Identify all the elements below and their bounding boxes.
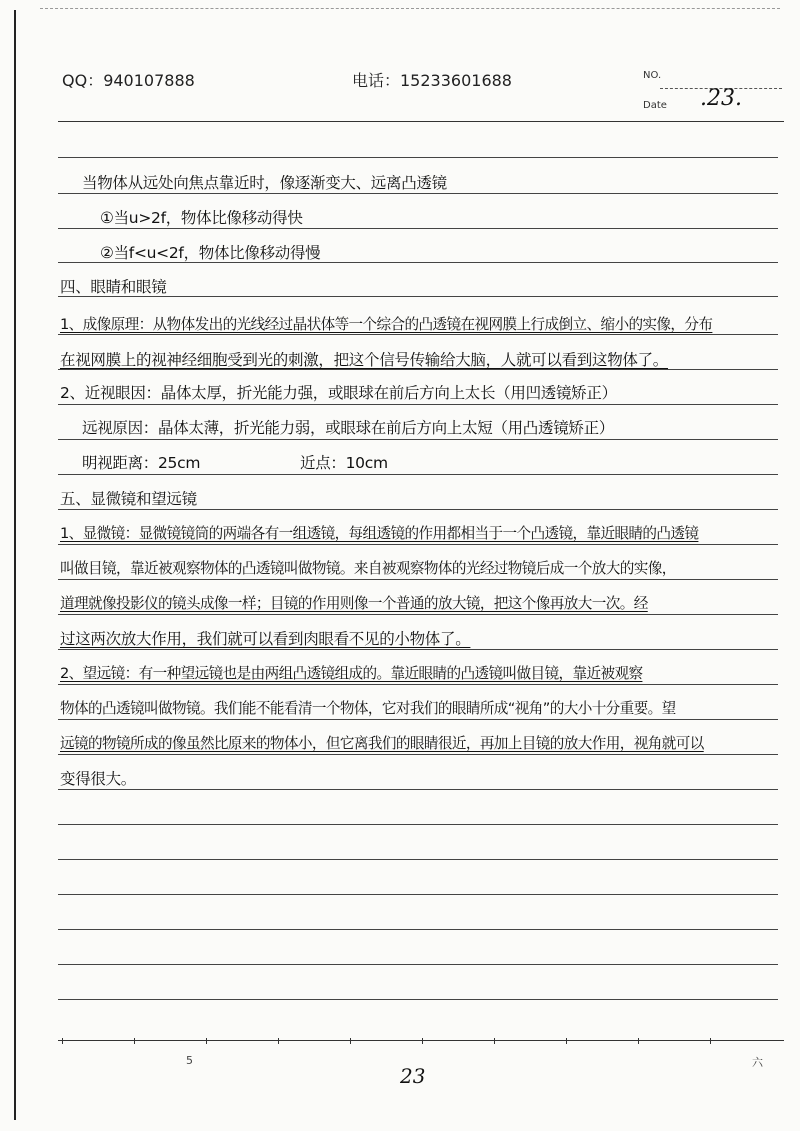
ruled-line: [58, 649, 778, 650]
text-line: 在视网膜上的视神经细胞受到光的刺激，把这个信号传输给大脑，人就可以看到这物体了。: [60, 351, 669, 369]
ruled-line: [58, 579, 778, 580]
binding-line: [14, 10, 16, 1120]
page-header: [0, 0, 800, 130]
footer-tick-marks: [62, 1038, 778, 1044]
text-line: 1、显微镜：显微镜镜筒的两端各有一组透镜，每组透镜的作用都相当于一个凸透镜，靠近眼睛的凸透镜: [60, 525, 699, 542]
ruled-line: [58, 544, 778, 545]
ruled-line: [58, 684, 778, 685]
ruled-line: [58, 334, 778, 335]
text-line: 明视距离：25cm: [82, 454, 201, 472]
ruled-line: [58, 439, 778, 440]
ruled-line: [58, 894, 778, 895]
ruled-line: [58, 404, 778, 405]
section-heading: 四、眼睛和眼镜: [60, 278, 167, 296]
text-line: ①当u>2f，物体比像移动得快: [100, 209, 303, 227]
date-value: .23.: [700, 86, 742, 111]
ruled-line: [58, 754, 778, 755]
footer-right-mark: 六: [752, 1056, 763, 1069]
qq-contact: QQ：940107888: [62, 71, 195, 90]
header-rule: [58, 121, 784, 122]
date-label: Date: [643, 100, 667, 111]
ruled-line: [58, 789, 778, 790]
ruled-line: [58, 999, 778, 1000]
text-line: ②当f<u<2f，物体比像移动得慢: [100, 244, 321, 262]
ruled-line: [58, 929, 778, 930]
ruled-line: [58, 964, 778, 965]
ruled-line: [58, 824, 778, 825]
ruled-line: [58, 157, 778, 158]
text-line: 变得很大。: [60, 770, 137, 788]
ruled-line: [58, 474, 778, 475]
text-line: 当物体从远处向焦点靠近时，像逐渐变大、远离凸透镜: [82, 174, 447, 192]
ruled-line: [58, 719, 778, 720]
text-line: 2、望远镜：有一种望远镜也是由两组凸透镜组成的。靠近眼睛的凸透镜叫做目镜，靠近被观察: [60, 665, 643, 682]
text-line: 道理就像投影仪的镜头成像一样；目镜的作用则像一个普通的放大镜，把这个像再放大一次。经: [60, 595, 648, 612]
ruled-line: [58, 614, 778, 615]
text-line: 1、成像原理：从物体发出的光线经过晶状体等一个综合的凸透镜在视网膜上行成倒立、缩小的实像，分布: [60, 316, 713, 333]
phone-contact: 电话：15233601688: [352, 71, 512, 90]
text-line: 物体的凸透镜叫做物镜。我们能不能看清一个物体，它对我们的眼睛所成“视角”的大小十分重要。望: [60, 700, 676, 717]
text-line: 远镜的物镜所成的像虽然比原来的物体小，但它离我们的眼睛很近，再加上目镜的放大作用，视角就可以: [60, 735, 704, 752]
ruled-line: [58, 193, 778, 194]
ruled-line: [58, 509, 778, 510]
text-line: 2、近视眼因：晶体太厚，折光能力强，或眼球在前后方向上太长（用凹透镜矫正）: [60, 384, 617, 402]
ruled-line: [58, 859, 778, 860]
text-line: 远视原因：晶体太薄，折光能力弱，或眼球在前后方向上太短（用凸透镜矫正）: [82, 419, 615, 437]
footer-rule: [58, 1040, 784, 1041]
ruled-line: [58, 228, 778, 229]
no-label: NO.: [643, 70, 662, 81]
text-line: 近点：10cm: [300, 454, 388, 472]
section-heading: 五、显微镜和望远镜: [60, 490, 197, 508]
page-number: 23: [400, 1064, 426, 1088]
text-line: 叫做目镜，靠近被观察物体的凸透镜叫做物镜。来自被观察物体的光经过物镜后成一个放大的实像，: [60, 560, 676, 577]
footer-left-mark: 5: [186, 1054, 193, 1067]
text-line: 过这两次放大作用，我们就可以看到肉眼看不见的小物体了。: [60, 630, 471, 648]
